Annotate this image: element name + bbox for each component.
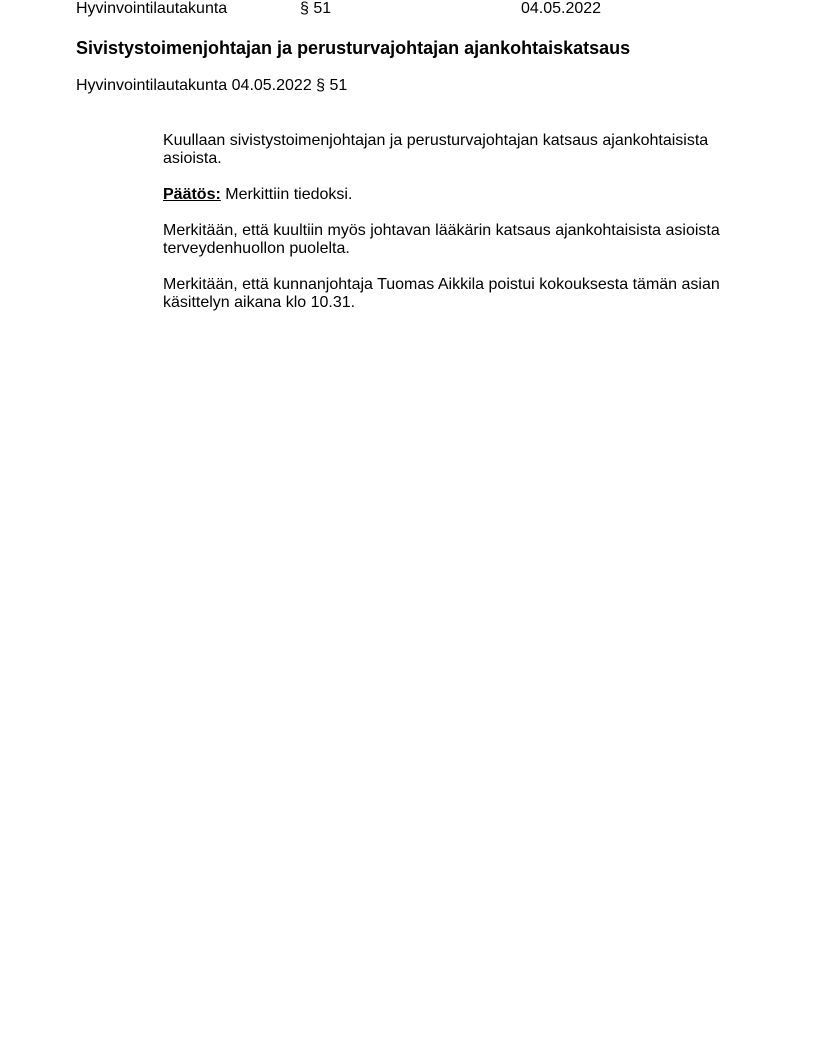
note-paragraph-2: Merkitään, että kunnanjohtaja Tuomas Aikkila poistui kokouksesta tämän asian käsittelyn aikana klo 10.31. [163,276,720,311]
decision-text: Merkittiin tiedoksi. [220,186,353,203]
header-date: 04.05.2022 [521,0,602,17]
header-body-name: Hyvinvointilautakunta [76,0,228,17]
decision-paragraph [163,186,728,204]
page-header [76,0,756,20]
intro-paragraph: Kuullaan sivistystoimenjohtajan ja perusturvajohtajan katsaus ajankohtaisista asioista. [163,132,709,167]
meeting-reference: Hyvinvointilautakunta 04.05.2022 § 51 [76,77,348,94]
header-section-number: § 51 [300,0,332,17]
document-body [163,132,728,330]
decision-label: Päätös: [163,186,221,203]
note-paragraph-1: Merkitään, että kuultiin myös johtavan lääkärin katsaus ajankohtaisista asioista terveydenhuollon puolelta. [163,222,720,257]
document-title: Sivistystoimenjohtajan ja perusturvajohtajan ajankohtaiskatsaus [76,38,631,58]
